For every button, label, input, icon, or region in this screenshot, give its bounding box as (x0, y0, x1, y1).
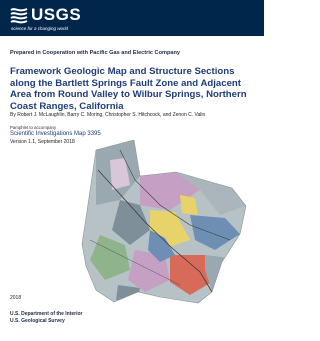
department-line: U.S. Department of the Interior (10, 311, 83, 317)
report-title: Framework Geologic Map and Structure Sections along the Bartlett Springs Fault Zone and Adjacent Area from Round Valley to Wilbur Springs, Northern Coast Ranges, California (10, 66, 247, 112)
publisher-block (10, 311, 83, 324)
usgs-tagline: science for a changing world (11, 26, 69, 31)
publication-year: 2018 (10, 295, 22, 301)
pamphlet-line: Pamphlet to accompany (10, 125, 57, 130)
series-number: Scientific Investigations Map 3395 (10, 131, 101, 137)
cooperation-line: Prepared in Cooperation with Pacific Gas and Electric Company (10, 50, 181, 56)
usgs-logo-text: USGS (31, 5, 82, 24)
version-line: Version 1.1, September 2018 (10, 139, 75, 145)
survey-line: U.S. Geological Survey (10, 317, 65, 324)
authors-line: By Robert J. McLaughlin, Barry C. Moring, Christopher S. Hitchcock, and Zenon C. Valin (10, 112, 206, 118)
